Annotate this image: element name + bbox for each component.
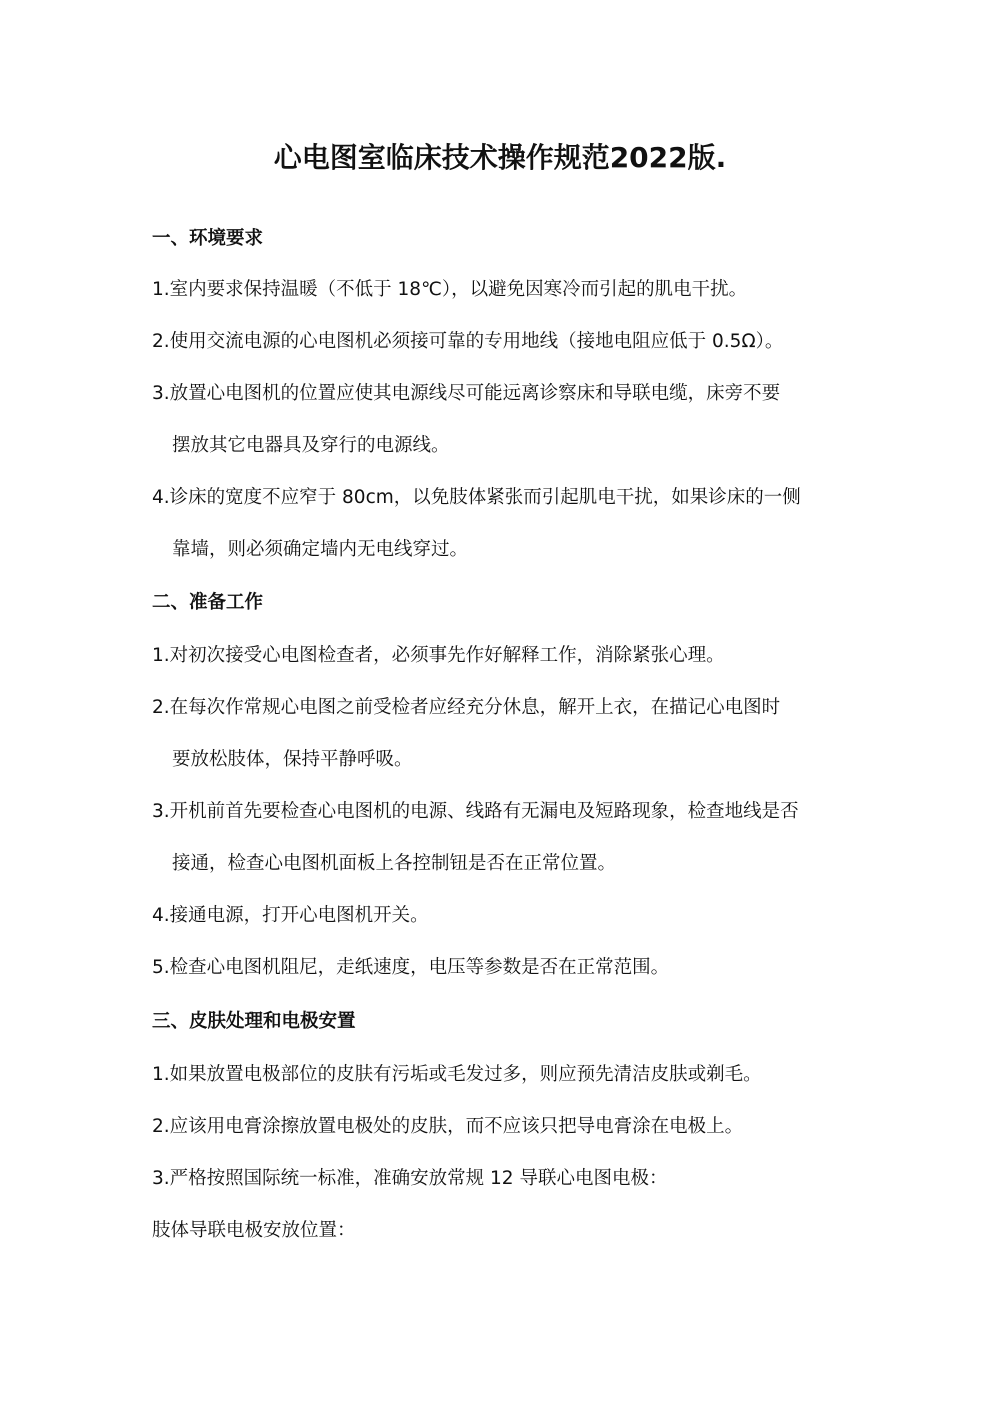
paragraph-line: 3.严格按照国际统一标准，准确安放常规 12 导联心电图电极： (152, 1168, 668, 1189)
paragraph-line: 2.使用交流电源的心电图机必须接可靠的专用地线（接地电阻应低于 0.5Ω）。 (152, 331, 784, 352)
paragraph-line: 2.应该用电膏涂擦放置电极处的皮肤，而不应该只把导电膏涂在电极上。 (152, 1116, 744, 1137)
paragraph-line: 接通，检查心电图机面板上各控制钮是否在正常位置。 (172, 853, 617, 874)
paragraph-line: 2.在每次作常规心电图之前受检者应经充分休息，解开上衣，在描记心电图时 (152, 697, 781, 718)
page-title: 心电图室临床技术操作规范2022版. (273, 141, 727, 174)
paragraph-line: 1.室内要求保持温暖（不低于 18℃），以避免因寒冷而引起的肌电干扰。 (152, 279, 748, 300)
paragraph-line: 5.检查心电图机阻尼，走纸速度，电压等参数是否在正常范围。 (152, 957, 670, 978)
paragraph-line: 肢体导联电极安放位置： (152, 1220, 356, 1241)
paragraph-line: 摆放其它电器具及穿行的电源线。 (172, 435, 450, 456)
paragraph-line: 1.如果放置电极部位的皮肤有污垢或毛发过多，则应预先清洁皮肤或剃毛。 (152, 1064, 762, 1085)
paragraph-line: 4.接通电源，打开心电图机开关。 (152, 905, 429, 926)
paragraph-line: 1.对初次接受心电图检查者，必须事先作好解释工作，消除紧张心理。 (152, 645, 725, 666)
paragraph-line: 要放松肢体，保持平静呼吸。 (172, 749, 413, 770)
paragraph-line: 3.开机前首先要检查心电图机的电源、线路有无漏电及短路现象，检查地线是否 (152, 801, 799, 822)
section-heading-environment: 一、环境要求 (152, 228, 264, 249)
paragraph-line: 4.诊床的宽度不应窄于 80cm，以免肢体紧张而引起肌电干扰，如果诊床的一侧 (152, 487, 801, 508)
paragraph-line: 3.放置心电图机的位置应使其电源线尽可能远离诊察床和导联电缆，床旁不要 (152, 383, 781, 404)
section-heading-skin-electrodes: 三、皮肤处理和电极安置 (152, 1011, 356, 1032)
paragraph-line: 靠墙，则必须确定墙内无电线穿过。 (172, 539, 469, 560)
section-heading-preparation: 二、准备工作 (152, 592, 264, 613)
